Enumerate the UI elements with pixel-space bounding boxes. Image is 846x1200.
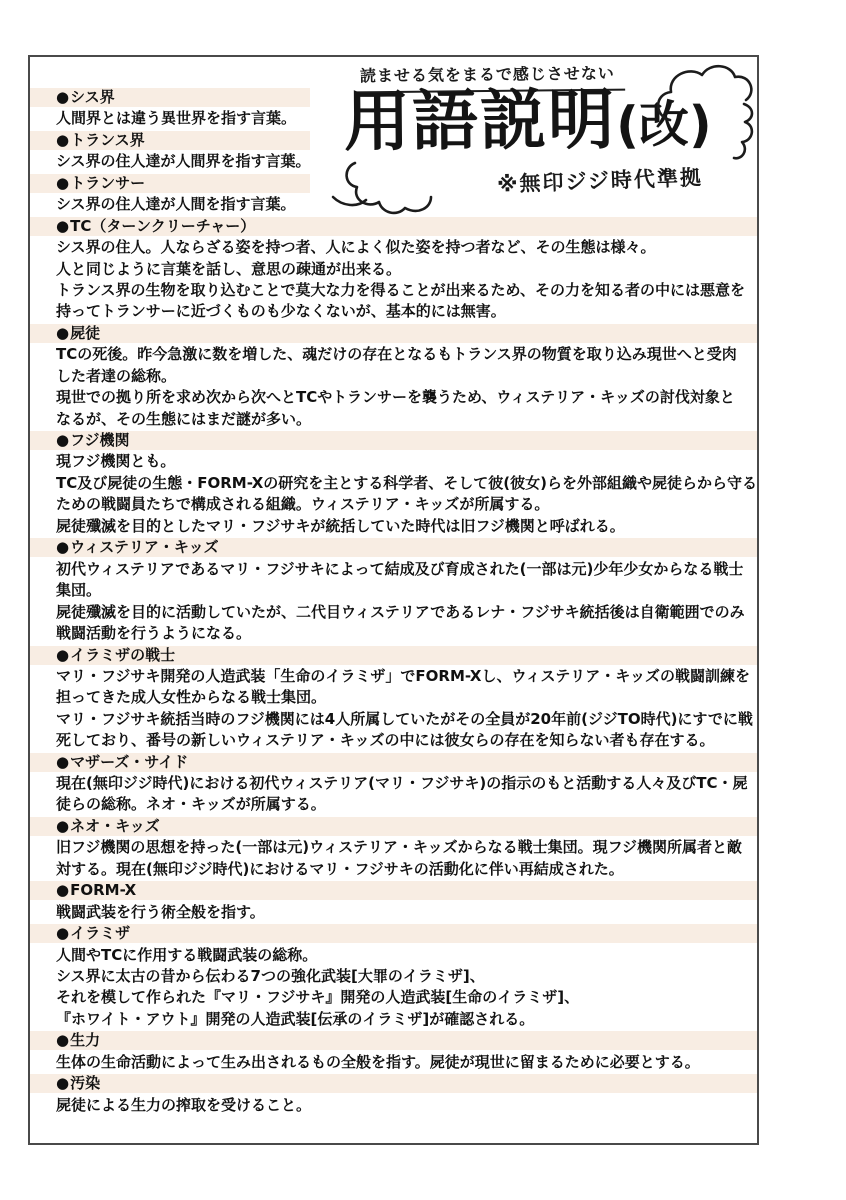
term-label: トランサー [70,173,146,192]
term-row [30,87,757,108]
bullet-icon: ● [56,752,70,771]
definition-line: 人間界とは違う異世界を指す言葉。 [56,109,297,128]
glossary-entry [30,1030,757,1073]
bullet-icon: ● [56,324,70,343]
term-highlight-bar [30,881,757,900]
definition-line: シス界の住人。人ならざる姿を持つ者、人によく似た姿を持つ者など、その生態は様々。 [56,238,656,257]
glossary-entry [30,173,757,216]
term-row [30,430,757,451]
title-subtitle: 読ませる気をまるで感じさせない [354,59,625,94]
bullet-icon: ● [56,431,70,450]
bullet-icon: ● [56,881,70,900]
glossary-entry [30,130,757,173]
term-highlight-bar [30,817,757,836]
term-row [30,644,757,665]
term-row [30,816,757,837]
glossary-entry [30,816,757,880]
definition-line: 現在(無印ジジ時代)における初代ウィステリア(マリ・フジサキ)の指示のもと活動する人々及びTC・屍 [56,774,748,792]
term-label: 汚染 [70,1074,101,1093]
definition-line: トランス界の生物を取り込むことで莫大な力を得ることが出来るため、その力を知る者の中には悪意を [56,280,745,299]
title-note: ※無印ジジ時代準拠 [496,165,704,197]
bullet-icon: ● [56,1074,70,1093]
bullet-icon: ● [56,538,70,557]
term-row [30,1073,757,1094]
term-highlight-bar [30,431,757,450]
term-label: イラミザの戦士 [70,645,176,664]
definition-line: 生体の生命活動によって生み出されるもの全般を指す。屍徒が現世に留まるために必要とする。 [56,1052,700,1071]
term-highlight-bar [30,174,310,193]
term-row [30,880,757,901]
term-highlight-bar [30,217,757,236]
definition-line: 対する。現在(無印ジジ時代)におけるマリ・フジサキの活動化に伴い再結成された。 [56,859,624,878]
definition-line: 現世での拠り所を求め次から次へとTCやトランサーを襲うため、ウィステリア・キッズの討伐対象と [56,388,735,407]
page-frame [28,55,759,1145]
term-label: マザーズ・サイド [70,752,189,771]
definition-line: 屍徒殲滅を目的としたマリ・フジサキが統括していた時代は旧フジ機関と呼ばれる。 [56,516,625,535]
term-row [30,923,757,944]
term-highlight-bar [30,1074,757,1093]
definition-line: シス界の住人達が人間を指す言葉。 [56,195,296,214]
term-highlight-bar [30,646,757,665]
definition-line: 担ってきた成人女性からなる戦士集団。 [56,688,327,707]
glossary-entry [30,87,757,130]
definition-line: 人間やTCに作用する戦闘武装の総称。 [56,945,318,964]
definition-line: 屍徒殲滅を目的に活動していたが、二代目ウィステリアであるレナ・フジサキ統括後は自衛範囲でのみ [56,602,745,621]
definition-line: マリ・フジサキ統括当時のフジ機関には4人所属していたがその全員が20年前(ジジTO時代)にすでに戦 [56,709,753,728]
glossary-entry [30,1073,757,1116]
term-label: イラミザ [70,924,131,943]
bullet-icon: ● [56,817,70,836]
definition-line: TCの死後。昨今急激に数を増した、魂だけの存在となるもトランス界の物質を取り込み現世へと受肉 [56,345,737,364]
definition-line: それを模して作られた『マリ・フジサキ』開発の人造武装[生命のイラミザ]、 [56,988,580,1007]
glossary-list [30,57,757,1116]
glossary-entry [30,216,757,323]
bullet-icon: ● [56,924,70,943]
definition-line: 旧フジ機関の思想を持った(一部は元)ウィステリア・キッズからなる戦士集団。現フジ機関所属者と敵 [56,838,743,857]
term-label: TC（ターンクリーチャー） [70,216,256,235]
glossary-entry [30,323,757,430]
definition-line: シス界に太古の昔から伝わる7つの強化武装[大罪のイラミザ]、 [56,966,485,985]
term-label: 生力 [70,1031,101,1050]
definition-line: 屍徒による生力の搾取を受けること。 [56,1095,312,1114]
term-row [30,323,757,344]
term-label: トランス界 [70,131,145,150]
term-highlight-bar [30,324,757,343]
glossary-entry [30,644,757,751]
bullet-icon: ● [56,88,70,107]
term-highlight-bar [30,88,310,107]
term-highlight-bar [30,131,310,150]
term-row [30,173,757,194]
term-highlight-bar [30,538,757,557]
glossary-entry [30,537,757,644]
term-row [30,537,757,558]
term-label: ネオ・キッズ [70,817,160,836]
term-highlight-bar [30,753,757,772]
definition-line: 『ホワイト・アウト』開発の人造武装[伝承のイラミザ]が確認される。 [56,1009,535,1028]
term-label: 屍徒 [70,324,101,343]
definition-line: 現フジ機関とも。 [56,452,176,471]
bullet-icon: ● [56,173,70,192]
bullet-icon: ● [56,131,70,150]
term-highlight-bar [30,924,757,943]
bullet-icon: ● [56,1031,70,1050]
definition-line: ための戦闘員たちで構成される組織。ウィステリア・キッズが所属する。 [56,495,550,514]
definition-line: 初代ウィステリアであるマリ・フジサキによって結成及び育成された(一部は元)少年少女からなる戦士 [56,559,744,578]
glossary-entry [30,752,757,816]
page-title-main: 用語説明 [343,81,617,161]
term-label: フジ機関 [70,431,130,450]
term-highlight-bar [30,1031,757,1050]
definition-line: 徒らの総称。ネオ・キッズが所属する。 [56,795,326,814]
definition-line: 持ってトランサーに近づくものも少なくないが、基本的には無害。 [56,302,506,321]
definition-line: 戦闘武装を行う術全般を指す。 [56,902,265,921]
term-label: ウィステリア・キッズ [70,538,219,557]
term-row [30,216,757,237]
term-row [30,130,757,151]
definition-line: 死しており、番号の新しいウィステリア・キッズの中には彼女らの存在を知らない者も存在する。 [56,731,715,750]
glossary-entry [30,880,757,923]
definition-line: 人と同じように言葉を話し、意思の疎通が出来る。 [56,259,402,278]
definition-line: 戦闘活動を行うようになる。 [56,623,252,642]
term-label: FORM-X [70,881,137,900]
definition-line: 集団。 [56,581,102,600]
definition-line: シス界の住人達が人間界を指す言葉。 [56,152,311,171]
glossary-entry [30,430,757,537]
definition-line: なるが、その生態にはまだ謎が多い。 [56,409,312,428]
bullet-icon: ● [56,645,70,664]
definition-line: TC及び屍徒の生態・FORM-Xの研究を主とする科学者、そして彼(彼女)らを外部組織や屍徒らから守る [56,473,757,492]
term-row [30,1030,757,1051]
glossary-entry [30,923,757,1030]
page-title-suffix: (改) [615,95,712,155]
term-label: シス界 [70,88,115,107]
bullet-icon: ● [56,216,70,235]
term-row [30,752,757,773]
definition-line: した者達の総称。 [56,366,177,385]
definition-line: マリ・フジサキ開発の人造武装「生命のイラミザ」でFORM-Xし、ウィステリア・キッズの戦闘訓練を [56,666,750,685]
